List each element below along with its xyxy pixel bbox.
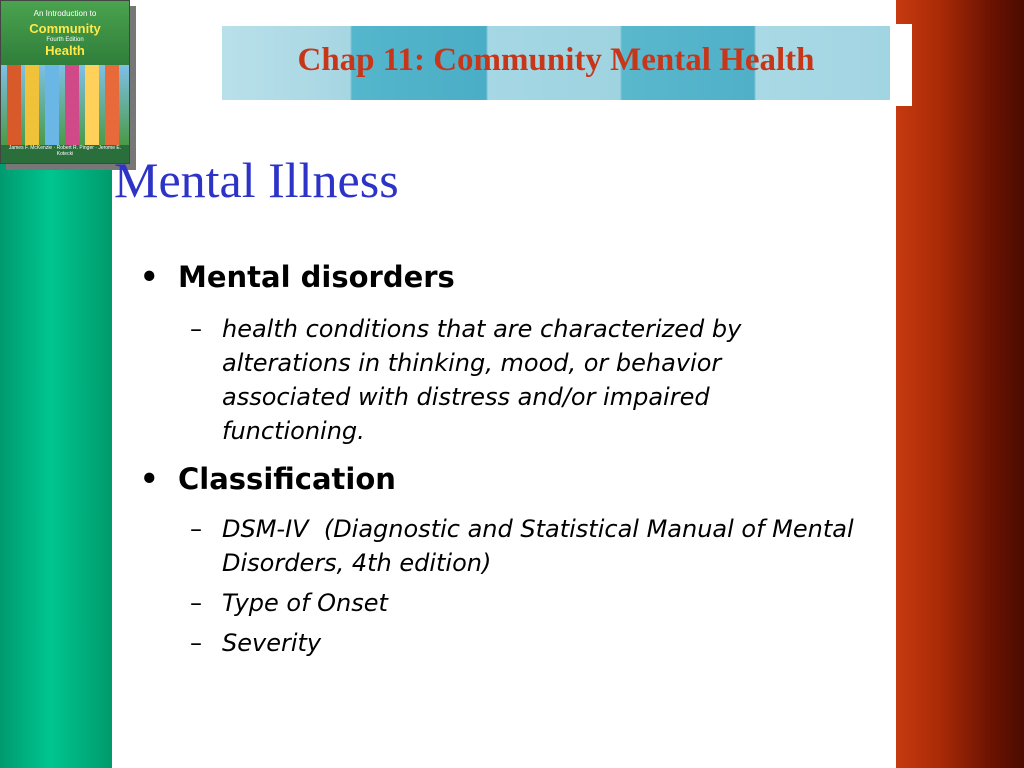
sub-item-dsm bbox=[140, 512, 892, 580]
sub-item-onset bbox=[140, 586, 890, 620]
bullet-marker: • bbox=[140, 260, 159, 294]
bullet-classification bbox=[140, 461, 890, 496]
chapter-title-banner bbox=[222, 26, 890, 100]
sub-marker: – bbox=[190, 314, 202, 343]
sub-item-severity bbox=[140, 626, 890, 660]
cover-title-community: Community bbox=[29, 21, 101, 36]
bullet-mental-disorders bbox=[140, 262, 890, 294]
sub-item-text: Type of Onset bbox=[222, 588, 388, 617]
slide-content bbox=[140, 262, 890, 660]
sub-marker: – bbox=[190, 588, 202, 617]
cover-town-illustration bbox=[1, 65, 129, 145]
book-cover-image bbox=[0, 0, 130, 164]
bullet-label: Mental disorders bbox=[178, 260, 455, 294]
chapter-title: Chap 11: Community Mental Health bbox=[297, 42, 815, 78]
bullet-marker: • bbox=[140, 461, 159, 496]
sub-marker: – bbox=[190, 628, 202, 657]
sub-item-text: Severity bbox=[222, 628, 322, 657]
cover-edition: Fourth Edition bbox=[46, 37, 84, 43]
sub-item-definition bbox=[140, 312, 852, 448]
sub-item-text: DSM-IV (Diagnostic and Statistical Manual of Mental Disorders, 4th edition) bbox=[222, 514, 862, 577]
bullet-label: Classification bbox=[178, 461, 396, 496]
cover-authors: James F. McKenzie · Robert R. Pinger · Jerome E. Kotecki bbox=[8, 145, 122, 157]
sub-item-text: health conditions that are characterized by alterations in thinking, mood, or behavior associated with distress and/or impaired functioning. bbox=[222, 314, 742, 445]
slide-title: Mental Illness bbox=[114, 152, 399, 208]
right-decorative-band bbox=[896, 0, 1024, 768]
cover-subtitle: An Introduction to bbox=[33, 9, 97, 18]
sub-marker: – bbox=[190, 514, 202, 543]
cover-title-health: Health bbox=[45, 43, 85, 58]
banner-edge-accent bbox=[896, 24, 912, 106]
